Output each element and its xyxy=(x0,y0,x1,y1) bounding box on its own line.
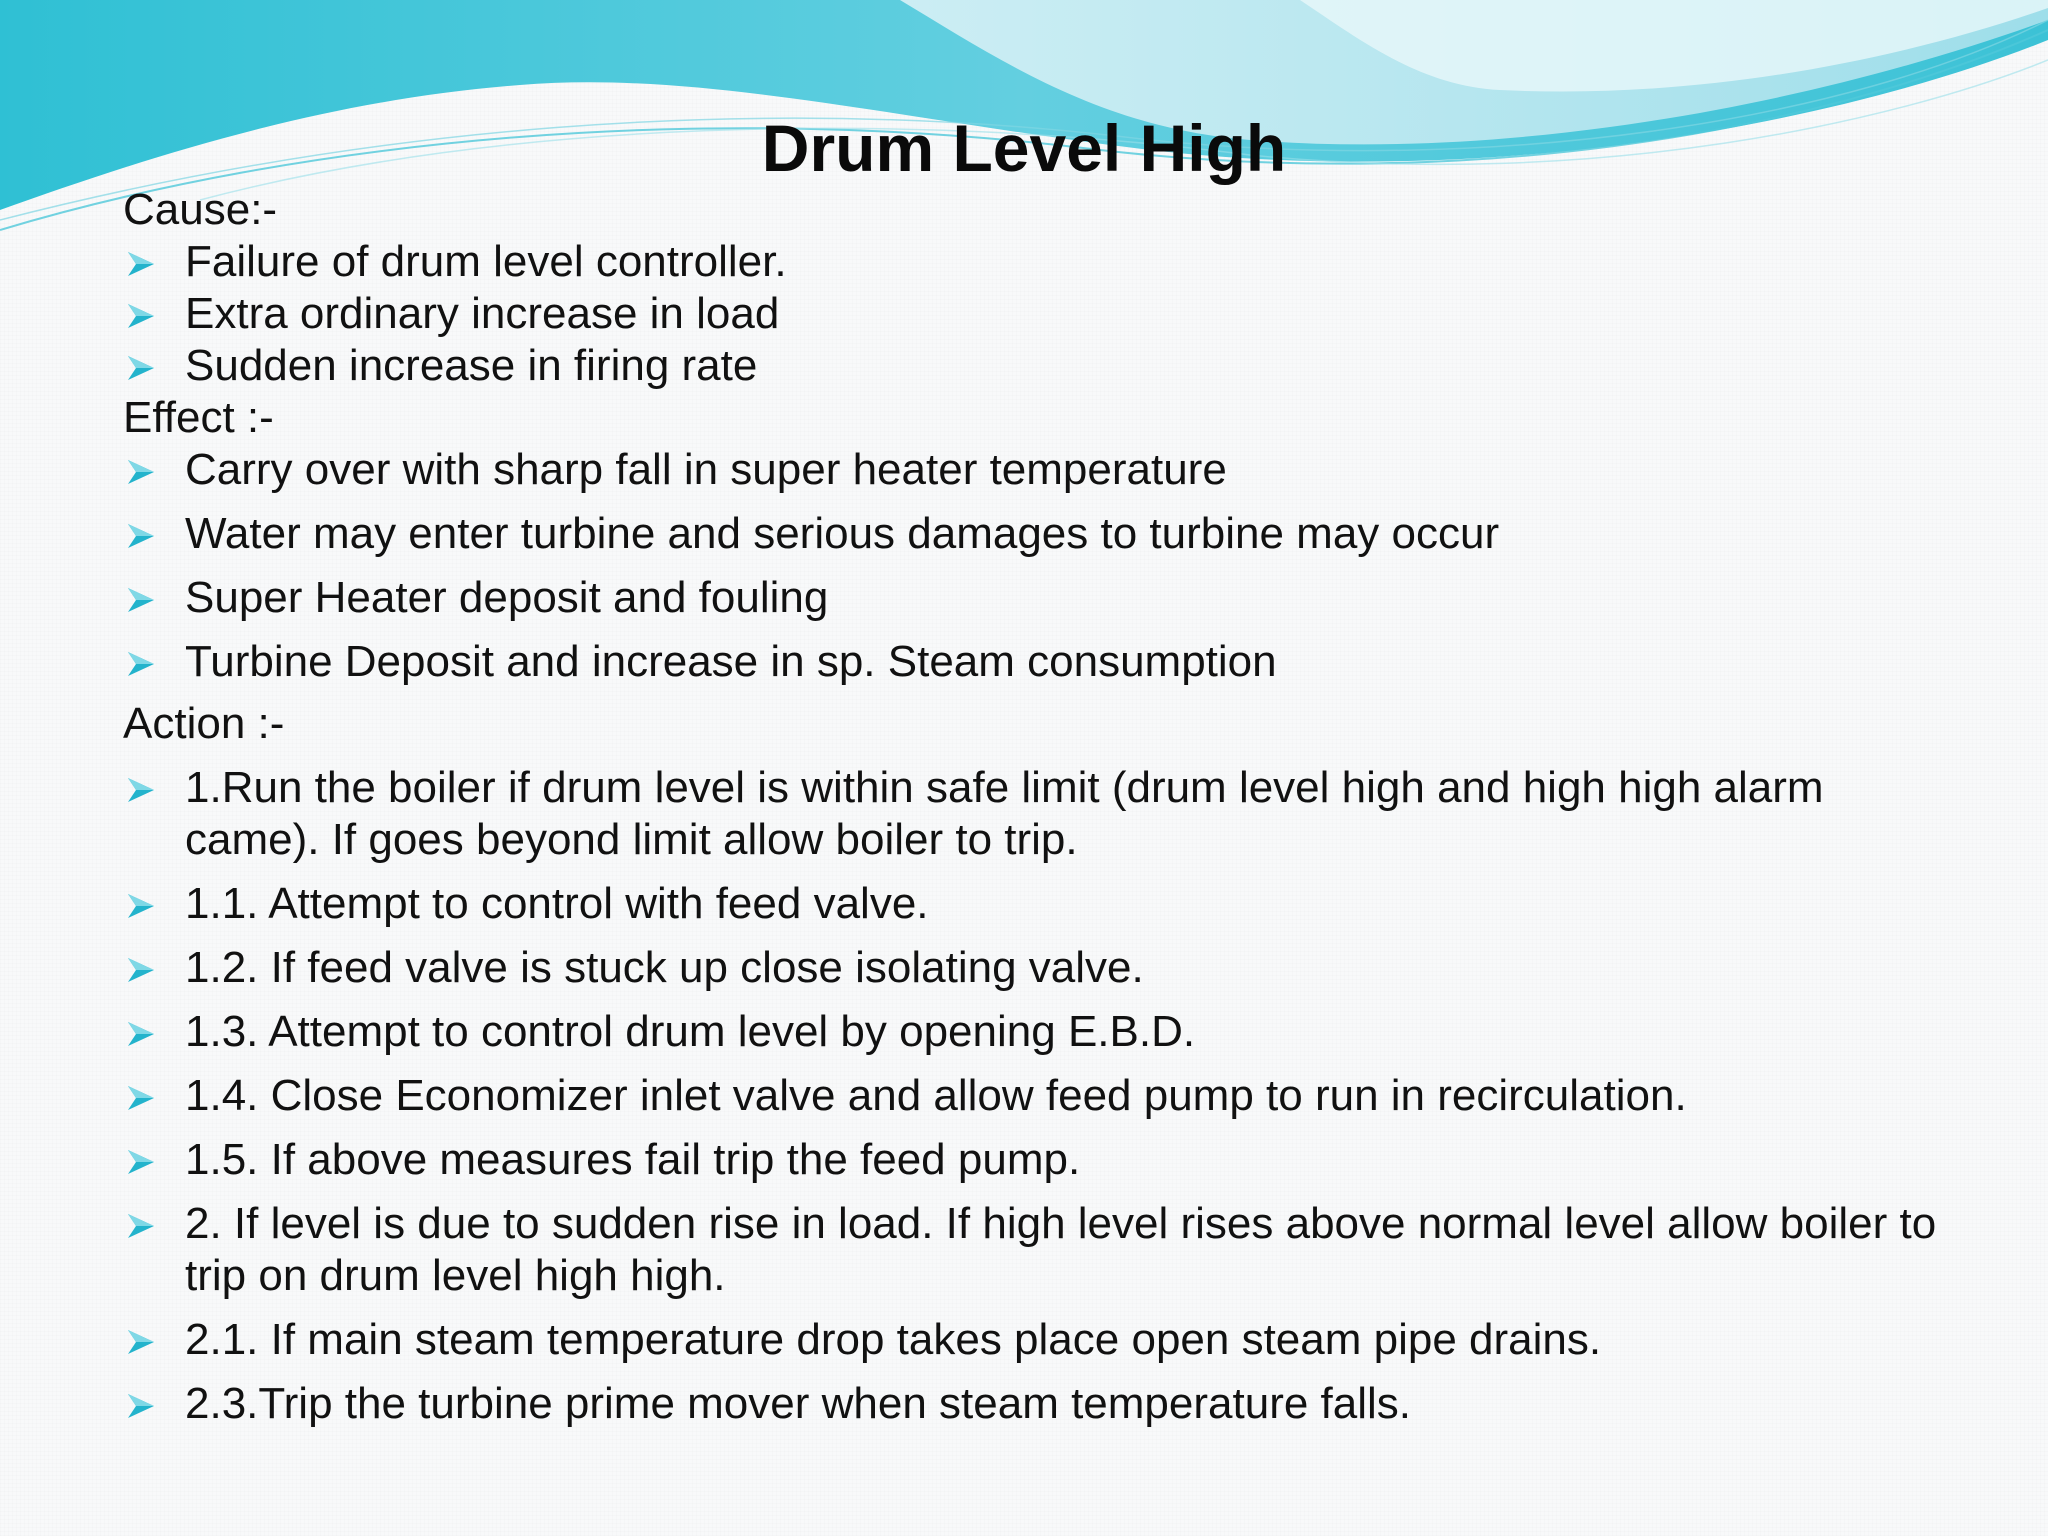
slide-body xyxy=(123,184,1953,1442)
action-item-text: 1.Run the boiler if drum level is within safe limit (drum level high and high high alarm came). If goes beyond limit allow boiler to trip. xyxy=(185,763,1824,864)
cause-item-text: Failure of drum level controller. xyxy=(185,237,787,286)
list-item xyxy=(123,236,1953,288)
arrow-bullet-icon xyxy=(126,1148,156,1176)
list-item xyxy=(123,942,1953,994)
arrow-bullet-icon xyxy=(126,1392,156,1420)
arrow-bullet-icon xyxy=(126,354,156,382)
effect-item-text: Water may enter turbine and serious damages to turbine may occur xyxy=(185,509,1500,558)
arrow-bullet-icon xyxy=(126,586,156,614)
arrow-bullet-icon xyxy=(126,522,156,550)
effect-item-text: Carry over with sharp fall in super heater temperature xyxy=(185,445,1227,494)
list-item xyxy=(123,508,1953,560)
cause-item-text: Extra ordinary increase in load xyxy=(185,289,780,338)
list-item xyxy=(123,1134,1953,1186)
arrow-bullet-icon xyxy=(126,458,156,486)
list-item xyxy=(123,762,1953,866)
list-item xyxy=(123,1314,1953,1366)
arrow-bullet-icon xyxy=(126,892,156,920)
list-item xyxy=(123,444,1953,496)
arrow-bullet-icon xyxy=(126,1084,156,1112)
effect-item-text: Turbine Deposit and increase in sp. Steam consumption xyxy=(185,637,1277,686)
action-item-text: 1.5. If above measures fail trip the feed pump. xyxy=(185,1135,1081,1184)
list-item xyxy=(123,636,1953,688)
list-item xyxy=(123,878,1953,930)
arrow-bullet-icon xyxy=(126,776,156,804)
action-list xyxy=(123,762,1953,1430)
action-heading: Action :- xyxy=(123,699,285,748)
arrow-bullet-icon xyxy=(126,956,156,984)
list-item xyxy=(123,572,1953,624)
action-item-text: 2. If level is due to sudden rise in load. If high level rises above normal level allow boiler to trip on drum level high high. xyxy=(185,1199,1937,1300)
effect-heading: Effect :- xyxy=(123,393,274,442)
list-item xyxy=(123,1006,1953,1058)
slide-title: Drum Level High xyxy=(761,111,1287,185)
list-item xyxy=(123,340,1953,392)
arrow-bullet-icon xyxy=(126,1020,156,1048)
cause-item-text: Sudden increase in firing rate xyxy=(185,341,758,390)
action-item-text: 1.1. Attempt to control with feed valve. xyxy=(185,879,929,928)
action-item-text: 1.4. Close Economizer inlet valve and allow feed pump to run in recirculation. xyxy=(185,1071,1687,1120)
arrow-bullet-icon xyxy=(126,650,156,678)
effect-list xyxy=(123,444,1953,688)
arrow-bullet-icon xyxy=(126,302,156,330)
action-item-text: 1.2. If feed valve is stuck up close isolating valve. xyxy=(185,943,1144,992)
list-item xyxy=(123,288,1953,340)
cause-list xyxy=(123,236,1953,392)
arrow-bullet-icon xyxy=(126,250,156,278)
action-item-text: 2.3.Trip the turbine prime mover when steam temperature falls. xyxy=(185,1379,1412,1428)
action-item-text: 1.3. Attempt to control drum level by opening E.B.D. xyxy=(185,1007,1196,1056)
arrow-bullet-icon xyxy=(126,1328,156,1356)
effect-item-text: Super Heater deposit and fouling xyxy=(185,573,829,622)
cause-heading: Cause:- xyxy=(123,185,278,234)
arrow-bullet-icon xyxy=(126,1212,156,1240)
list-item xyxy=(123,1070,1953,1122)
list-item xyxy=(123,1198,1953,1302)
list-item xyxy=(123,1378,1953,1430)
action-item-text: 2.1. If main steam temperature drop takes place open steam pipe drains. xyxy=(185,1315,1602,1364)
